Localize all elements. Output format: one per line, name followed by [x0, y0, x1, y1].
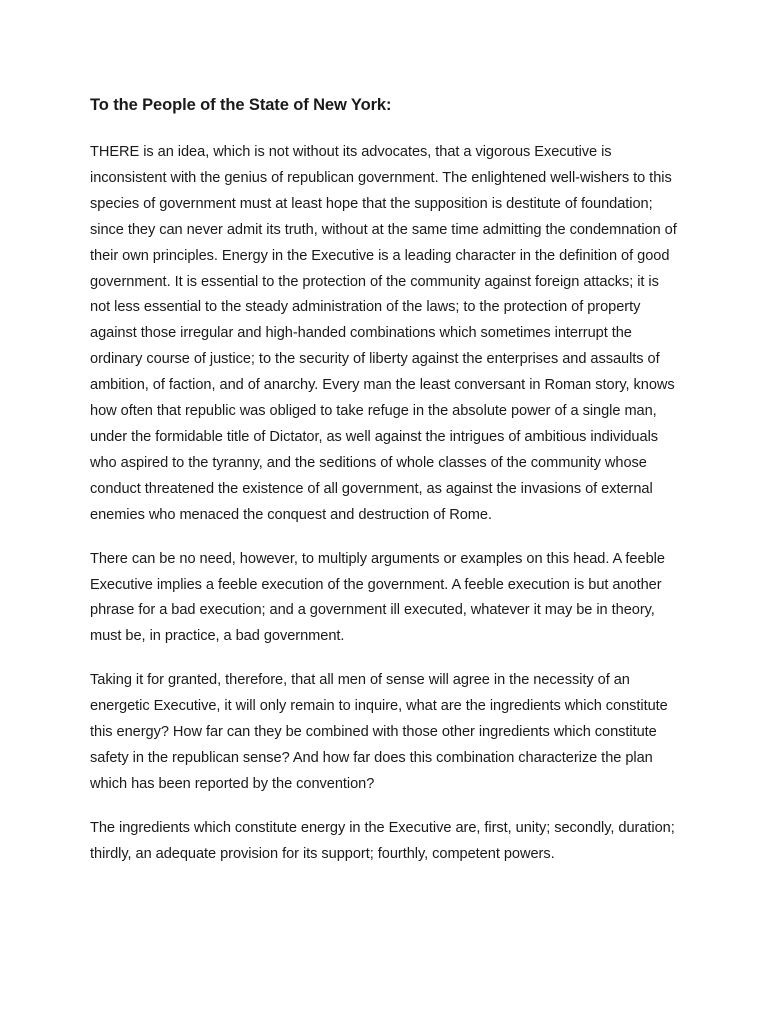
paragraph-3: Taking it for granted, therefore, that all men of sense will agree in the necessity of an energetic Executive, it will only remain to inquire, what are the ingredients which constitute this energy? How far can they be combined with those other ingredients which constitute safety in the republican sense? And how far does this combination characterize the plan which has been reported by the convention?	[90, 672, 668, 792]
paragraph-1: THERE is an idea, which is not without its advocates, that a vigorous Executive is inconsistent with the genius of republican government. The enlightened well-wishers to this species of government must at least hope that the supposition is destitute of foundation; since they can never admit its truth, without at the same time admitting the condemnation of their own principles. Energy in the Executive is a leading character in the definition of good government. It is essential to the protection of the community against foreign attacks; it is not less essential to the steady administration of the laws; to the protection of property against those irregular and high-handed combinations which sometimes interrupt the ordinary course of justice; to the security of liberty against the enterprises and assaults of ambition, of faction, and of anarchy. Every man the least conversant in Roman story, knows how often that republic was obliged to take refuge in the absolute power of a single man, under the formidable title of Dictator, as well against the intrigues of ambitious individuals who aspired to the tyranny, and the seditions of whole classes of the community whose conduct threatened the existence of all government, as against the invasions of external enemies who menaced the conquest and destruction of Rome.	[90, 144, 677, 523]
paragraph-4: The ingredients which constitute energy in the Executive are, first, unity; secondly, duration; thirdly, an adequate provision for its support; fourthly, competent powers.	[90, 819, 675, 862]
document-title: To the People of the State of New York:	[90, 96, 392, 114]
paragraph-2: There can be no need, however, to multiply arguments or examples on this head. A feeble Executive implies a feeble execution of the government. A feeble execution is but another phrase for a bad execution; and a government ill executed, whatever it may be in theory, must be, in practice, a bad government.	[90, 550, 665, 645]
document-body	[90, 92, 680, 886]
